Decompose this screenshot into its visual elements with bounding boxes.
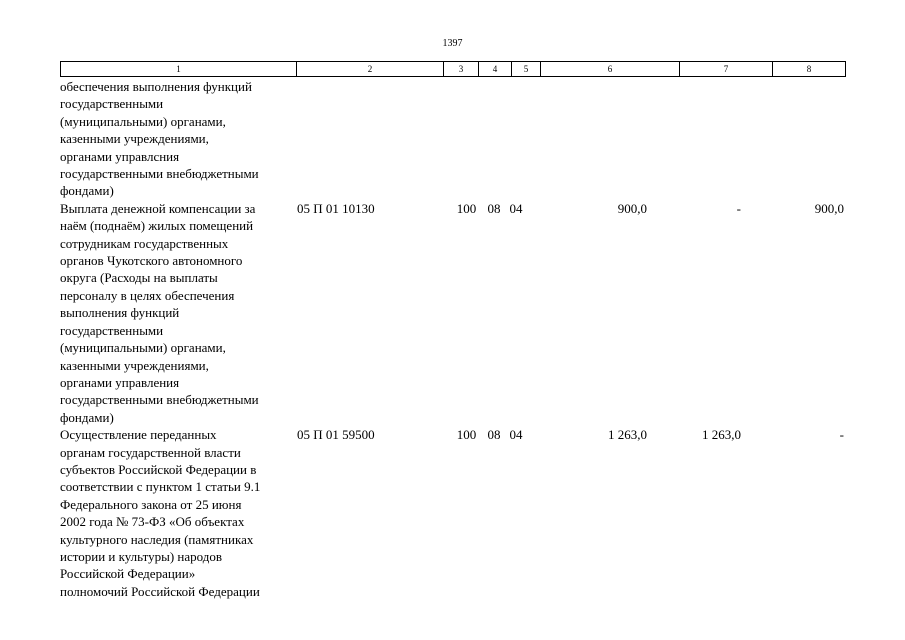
row-col-4: 08 bbox=[487, 200, 501, 216]
description-line: казенными учреждениями, bbox=[60, 131, 209, 147]
description-line: округа (Расходы на выплаты bbox=[60, 270, 218, 286]
row-col-7: 1 263,0 bbox=[702, 427, 741, 443]
column-header-6: 6 bbox=[541, 62, 680, 77]
description-line: фондами) bbox=[60, 183, 114, 199]
description-line: Осуществление переданных bbox=[60, 427, 217, 443]
row-col-6: 900,0 bbox=[617, 200, 647, 216]
description-line: Выплата денежной компенсации за bbox=[60, 200, 256, 216]
description-line: (муниципальными) органами, bbox=[60, 113, 226, 129]
column-header-7: 7 bbox=[680, 62, 773, 77]
column-header-8: 8 bbox=[773, 62, 846, 77]
description-line: фондами) bbox=[60, 409, 114, 425]
table-row bbox=[60, 78, 845, 200]
column-header-4: 4 bbox=[479, 62, 512, 77]
table-row bbox=[60, 426, 845, 600]
row-col-8: 900,0 bbox=[814, 200, 844, 216]
page-number: 1397 bbox=[442, 38, 463, 49]
description-line: обеспечения выполнения функций bbox=[60, 79, 252, 94]
description-line: наём (поднаём) жилых помещений bbox=[60, 218, 254, 234]
table-row bbox=[60, 200, 845, 426]
description-line: 2002 года № 73-ФЗ «Об объектах bbox=[60, 514, 245, 530]
description-line: сотрудникам государственных bbox=[60, 235, 229, 251]
description-line: государственными bbox=[60, 96, 164, 112]
column-header-5: 5 bbox=[512, 62, 541, 77]
description-line: государственными внебюджетными bbox=[60, 392, 259, 408]
row-description bbox=[60, 78, 296, 200]
row-code: 05 П 01 10130 bbox=[297, 200, 375, 216]
description-line: государственными bbox=[60, 322, 164, 338]
row-description bbox=[60, 426, 296, 600]
description-line: полномочий Российской Федерации bbox=[60, 583, 260, 599]
description-line: органам государственной власти bbox=[60, 444, 241, 460]
description-line: выполнения функций bbox=[60, 305, 180, 321]
table-body bbox=[60, 78, 845, 600]
description-line: Федерального закона от 25 июня bbox=[60, 496, 242, 512]
column-header-table bbox=[60, 61, 846, 77]
row-col-8: - bbox=[839, 427, 844, 443]
row-col-7: - bbox=[736, 200, 741, 216]
description-line: персоналу в целях обеспечения bbox=[60, 287, 235, 303]
column-header-2: 2 bbox=[297, 62, 444, 77]
column-header-row bbox=[61, 62, 846, 77]
description-line: субъектов Российской Федерации в bbox=[60, 461, 257, 477]
description-line: органами управления bbox=[60, 374, 180, 390]
row-col-4: 08 bbox=[487, 427, 501, 443]
description-line: культурного наследия (памятниках bbox=[60, 531, 254, 547]
column-header-1: 1 bbox=[61, 62, 297, 77]
description-line: (муниципальными) органами, bbox=[60, 340, 226, 356]
row-description bbox=[60, 200, 296, 426]
row-col-3: 100 bbox=[456, 200, 477, 216]
row-col-3: 100 bbox=[456, 427, 477, 443]
row-code: 05 П 01 59500 bbox=[297, 427, 375, 443]
description-line: соответствии с пунктом 1 статьи 9.1 bbox=[60, 479, 261, 495]
description-line: органов Чукотского автономного bbox=[60, 253, 243, 269]
row-col-5: 04 bbox=[509, 427, 523, 443]
description-line: истории и культуры) народов bbox=[60, 548, 223, 564]
description-line: Российской Федерации» bbox=[60, 566, 196, 582]
description-line: органами управлсния bbox=[60, 148, 180, 164]
description-line: казенными учреждениями, bbox=[60, 357, 209, 373]
row-col-5: 04 bbox=[509, 200, 523, 216]
column-header-3: 3 bbox=[444, 62, 479, 77]
row-col-6: 1 263,0 bbox=[608, 427, 647, 443]
description-line: государственными внебюджетными bbox=[60, 166, 259, 182]
